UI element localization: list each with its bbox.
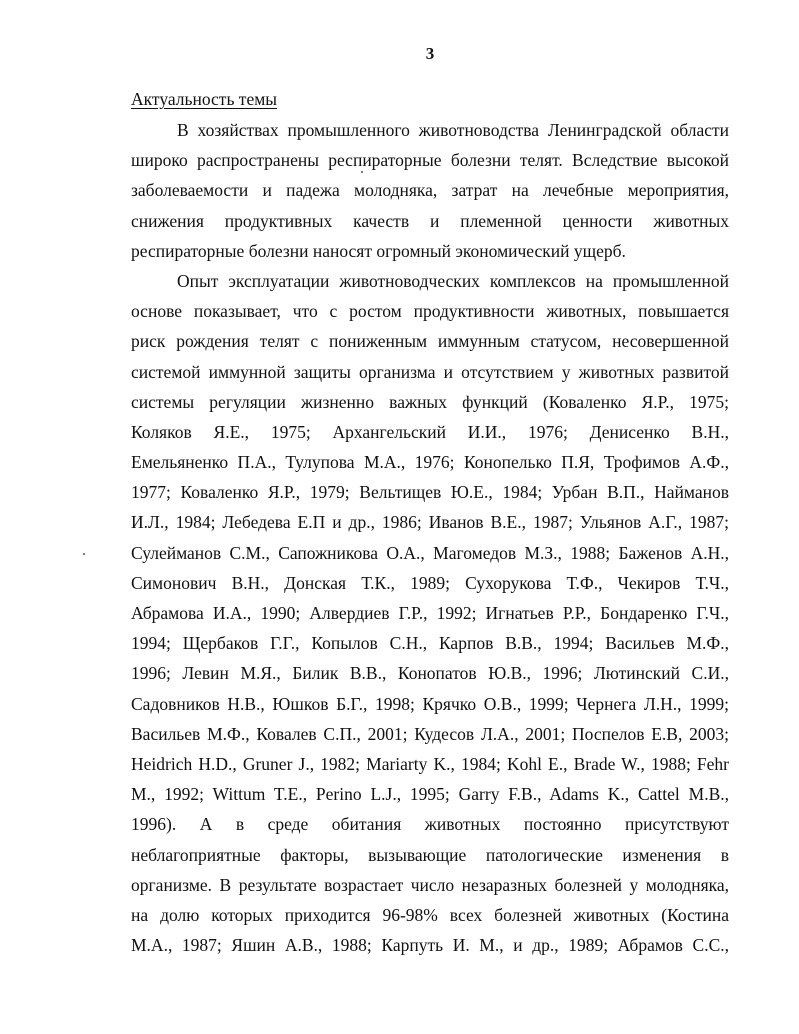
text-line: Опыт эксплуатации животноводческих комплексов на промышленной: [177, 270, 729, 291]
text-line: заболеваемости и падежа молодняка, затрат на лечебные мероприятия,: [131, 180, 729, 201]
scan-speck: [361, 171, 363, 173]
section-heading: Актуальность темы: [131, 89, 278, 109]
text-line: широко распространены респираторные болезни телят. Вследствие высокой: [131, 150, 729, 171]
text-line: Абрамова И.А., 1990; Алвердиев Г.Р., 1992; Игнатьев Р.Р., Бондаренко Г.Ч.,: [131, 603, 729, 623]
paragraph-1: [131, 115, 729, 266]
text-line: системы регуляции жизненно важных функций (Коваленко Я.Р., 1975;: [131, 391, 729, 412]
text-line: Heidrich H.D., Gruner J., 1982; Mariarty K., 1984; Kohl E., Brade W., 1988; Fehr: [131, 753, 729, 774]
text-line: риск рождения телят с пониженным иммунным статусом, несовершенной: [131, 331, 729, 352]
text-line: M., 1992; Wittum T.E., Perino L.J., 1995; Garry F.B., Adams K., Cattel M.B.,: [131, 784, 729, 805]
text-line: Симонович В.Н., Донская Т.К., 1989; Сухорукова Т.Ф., Чекиров Т.Ч.,: [131, 572, 729, 593]
text-line: В хозяйствах промышленного животноводства Ленинградской области: [177, 120, 729, 140]
text-line: Коляков Я.Е., 1975; Архангельский И.И., 1976; Денисенко В.Н.,: [131, 421, 729, 442]
page-number: 3: [425, 44, 435, 63]
text-line: на долю которых приходится 96-98% всех болезней животных (Костина: [131, 904, 729, 925]
text-line: Емельяненко П.А., Тулупова М.А., 1976; Конопелько П.Я, Трофимов А.Ф.,: [131, 452, 729, 473]
text-line: организме. В результате возрастает число незаразных болезней у молодняка,: [131, 874, 729, 895]
text-line: Садовников Н.В., Юшков Б.Г., 1998; Крячко О.В., 1999; Чернега Л.Н., 1999;: [131, 693, 729, 714]
text-line: снижения продуктивных качеств и племенной ценности животных: [131, 210, 729, 231]
paragraph-2: [131, 266, 729, 960]
text-line: И.Л., 1984; Лебедева Е.П и др., 1986; Иванов В.Е., 1987; Ульянов А.Г., 1987;: [131, 512, 729, 533]
text-line: Сулейманов С.М., Сапожникова О.А., Магомедов М.З., 1988; Баженов А.Н.,: [131, 542, 729, 563]
body-text: [131, 115, 729, 960]
text-line: 1996; Левин М.Я., Билик В.В., Конопатов Ю.В., 1996; Лютинский С.И.,: [131, 663, 729, 684]
text-line: неблагоприятные факторы, вызывающие патологические изменения в: [131, 844, 729, 865]
scan-speck: [83, 553, 85, 555]
text-line: 1996). А в среде обитания животных постоянно присутствуют: [131, 814, 729, 835]
text-line: 1977; Коваленко Я.Р., 1979; Вельтищев Ю.Е., 1984; Урбан В.П., Найманов: [131, 482, 729, 503]
text-line: основе показывает, что с ростом продуктивности животных, повышается: [131, 301, 729, 322]
text-line: 1994; Щербаков Г.Г., Копылов С.Н., Карпов В.В., 1994; Васильев М.Ф.,: [131, 633, 729, 654]
text-line: респираторные болезни наносят огромный экономический ущерб.: [131, 240, 626, 261]
text-line: М.А., 1987; Яшин А.В., 1988; Карпуть И. М., и др., 1989; Абрамов С.С.,: [131, 935, 729, 956]
text-line: системой иммунной защиты организма и отсутствием у животных развитой: [131, 361, 729, 382]
text-line: Васильев М.Ф., Ковалев С.П., 2001; Кудесов Л.А., 2001; Поспелов Е.В, 2003;: [131, 723, 729, 744]
